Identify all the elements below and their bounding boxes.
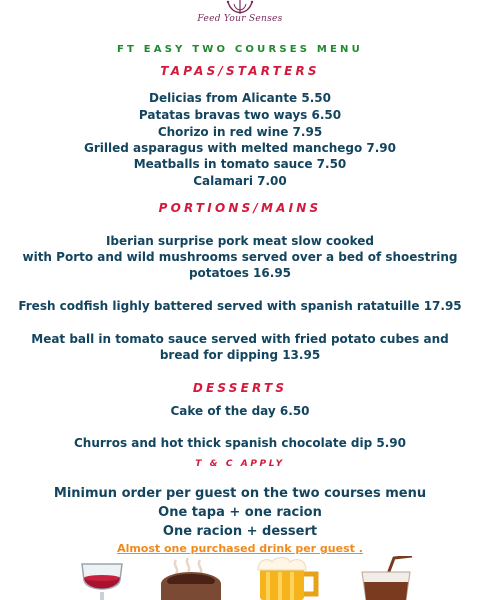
soft-drink-icon <box>360 556 416 600</box>
menu-item-line: Fresh codfish lighly battered served with spanish ratatuille 17.95 <box>18 299 462 313</box>
menu-title: FT EASY TWO COURSES MENU <box>117 44 363 55</box>
hot-chocolate-icon <box>158 556 224 600</box>
condition-line: Minimun order per guest on the two courses menu <box>53 486 427 501</box>
menu-item: Churros and hot thick spanish chocolate dip 5.90 <box>73 436 406 450</box>
footer-icons <box>0 556 480 600</box>
menu-item: Chorizo in red wine 7.95 <box>157 125 323 139</box>
beer-mug-icon <box>254 556 320 600</box>
menu-item-line: Iberian surprise pork meat slow cooked <box>105 234 375 248</box>
condition-line: One tapa + one racion <box>158 505 322 520</box>
menu-item-line: potatoes 16.95 <box>188 266 292 280</box>
drink-note: Almost one purchased drink per guest . <box>117 542 363 555</box>
logo-text: Feed Your Senses <box>197 14 283 24</box>
brand-logo <box>190 0 290 32</box>
menu-item: Calamari 7.00 <box>193 174 287 188</box>
menu-item: Meatballs in tomato sauce 7.50 <box>133 157 347 171</box>
wine-glass-icon <box>78 556 126 600</box>
menu-item: Cake of the day 6.50 <box>170 404 310 418</box>
condition-line: One racion + dessert <box>162 524 318 539</box>
section-heading-mains: PORTIONS/MAINS <box>158 201 322 215</box>
menu-item: Patatas bravas two ways 6.50 <box>138 108 342 122</box>
section-heading-desserts: DESSERTS <box>192 381 288 395</box>
terms-note: T & C APPLY <box>195 459 285 469</box>
menu-item-line: bread for dipping 13.95 <box>159 348 321 362</box>
menu-item-line: Meat ball in tomato sauce served with fried potato cubes and <box>31 332 449 346</box>
menu-item: Delicias from Alicante 5.50 <box>149 91 331 105</box>
section-heading-starters: TAPAS/STARTERS <box>160 64 320 78</box>
menu-item: Grilled asparagus with melted manchego 7.90 <box>83 141 397 155</box>
menu-item-line: with Porto and wild mushrooms served over a bed of shoestring <box>22 250 458 264</box>
